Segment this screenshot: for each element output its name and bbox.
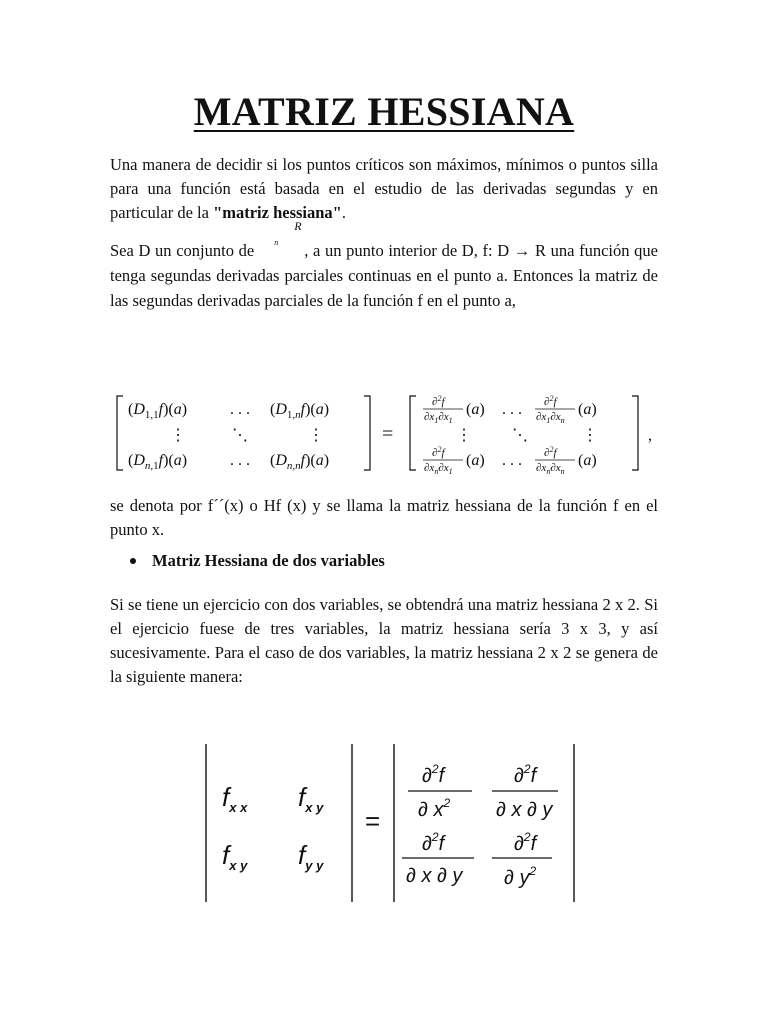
svg-text:∂xn∂xn: $\partial x_n\partial x_n$ [536, 462, 565, 476]
svg-text:∂2f: ∂$^2$f [514, 762, 537, 787]
intro-period: . [341, 203, 346, 222]
bullet-dot-icon [130, 558, 136, 564]
svg-text:. . .: . . . [502, 401, 522, 418]
svg-text:fx x: $f_{x x}$ [222, 782, 248, 815]
section-bullet [130, 551, 385, 571]
svg-text:⋮: ⋮ [170, 427, 186, 444]
svg-text:fx y: $f_{x y}$ [222, 840, 248, 873]
svg-text:(D1,nf)(a): $(D_{1,n}f)(a)$ [270, 401, 330, 421]
svg-text:∂2f: ∂$^2$f [544, 394, 557, 408]
svg-text:(a): (a) [466, 401, 485, 418]
section-heading: Matriz Hessiana de dos variables [152, 551, 385, 570]
svg-text:∂ x2: ∂ $x^2$ [418, 796, 451, 821]
svg-text:=: = [382, 423, 394, 445]
rn-symbol [254, 219, 304, 256]
page-title: MATRIZ HESSIANA [193, 89, 575, 134]
hessian-matrix-equation [108, 388, 668, 478]
hessian-2x2-equation [200, 738, 590, 908]
svg-text:⋮: ⋮ [308, 427, 324, 444]
intro-paragraph [110, 153, 658, 225]
svg-text:(Dn,1f)(a): $(D_{n,1}f)(a)$ [128, 452, 188, 472]
svg-text:(a): (a) [578, 452, 597, 469]
svg-text:=: = [365, 806, 381, 836]
notation-paragraph: se denota por f´´(x) o Hf (x) y se llama la matriz hessiana de la función f en el punto x. [110, 496, 658, 539]
definition-paragraph [110, 219, 658, 313]
svg-text:∂ x ∂ y: ∂ x ∂ y [496, 799, 553, 821]
svg-text:∂xn∂x1: $\partial x_n\partial x_1$ [424, 462, 453, 476]
svg-text:⋱: ⋱ [512, 427, 528, 444]
svg-text:∂2f: ∂$^2$f [432, 394, 445, 408]
two-variable-paragraph: Si se tiene un ejercicio con dos variables, se obtendrá una matriz hessiana 2 x 2. Si el ejercicio fuese de tres variables, la matriz hessiana sería 3 x 3, y así sucesivamente. Para el caso de dos variables, la matriz hessiana 2 x 2 se genera de la siguiente manera: [110, 595, 658, 686]
svg-text:fx y: $f_{x y}$ [298, 782, 324, 815]
definition-rest: , a un punto interior de D, f: D → R una función que tenga segundas derivadas parciales continuas en el punto a. Entonces la matriz de las segundas derivadas parciales de la función f en el punto a, [110, 241, 658, 310]
svg-text:∂2f: ∂$^2$f [422, 762, 445, 787]
svg-text:(D1,1f)(a): $(D_{1,1}f)(a)$ [128, 401, 188, 421]
rn-base: R [294, 219, 302, 233]
svg-text:(a): (a) [466, 452, 485, 469]
svg-text:⋱: ⋱ [232, 427, 248, 444]
svg-text:fy y: $f_{y y}$ [298, 840, 324, 873]
svg-text:∂ x ∂ y: ∂ x ∂ y [406, 865, 463, 887]
intro-text: Una manera de decidir si los puntos críticos son máximos, mínimos o puntos silla para una función está basada en el estudio de las derivadas segundas y en particular de la [110, 155, 658, 222]
rn-exponent: n [274, 238, 279, 247]
svg-text:(a): (a) [578, 401, 597, 418]
svg-text:(Dn,nf)(a): $(D_{n,n}f)(a)$ [270, 452, 330, 472]
svg-text:∂x1∂x1: $\partial x_1\partial x_1$ [424, 411, 453, 425]
svg-text:∂x1∂xn: $\partial x_1\partial x_n$ [536, 411, 565, 425]
svg-text:⋮: ⋮ [456, 427, 472, 444]
definition-start: Sea D un conjunto de [110, 241, 255, 260]
intro-bold-term: "matriz hessiana" [213, 203, 342, 222]
svg-text:∂2f: ∂$^2$f [432, 445, 445, 459]
svg-text:. . .: . . . [230, 452, 250, 469]
svg-text:∂2f: ∂$^2$f [422, 830, 445, 855]
svg-text:. . .: . . . [502, 452, 522, 469]
svg-text:. . .: . . . [230, 401, 250, 418]
svg-text:,: , [648, 427, 652, 444]
svg-text:∂2f: ∂$^2$f [514, 830, 537, 855]
svg-text:∂2f: ∂$^2$f [544, 445, 557, 459]
svg-text:⋮: ⋮ [582, 427, 598, 444]
svg-text:∂ y2: ∂ $y^2$ [504, 864, 537, 889]
